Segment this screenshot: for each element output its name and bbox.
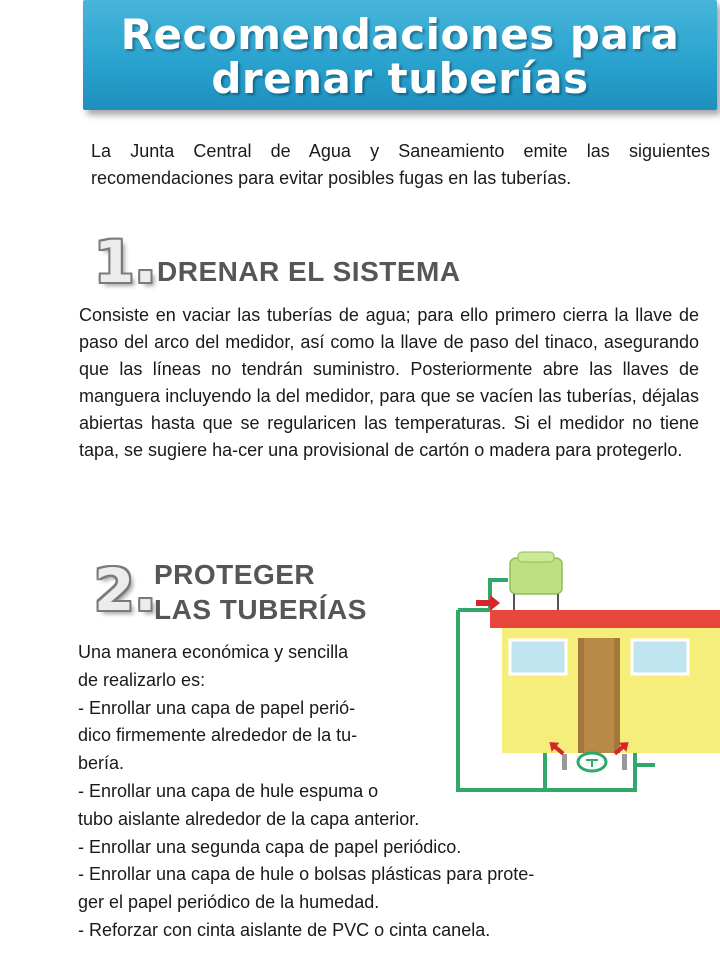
intro-paragraph: La Junta Central de Agua y Saneamiento emite las siguientes recomendaciones para evitar posibles fugas en las tuberías.	[91, 141, 710, 188]
roof	[490, 610, 720, 628]
window-left	[510, 640, 566, 674]
list-line: - Reforzar con cinta aislante de PVC o cinta canela.	[78, 919, 491, 940]
list-line: dico firmemente alrededor de la tu-	[78, 725, 358, 746]
title-line-2: drenar tuberías	[211, 54, 589, 103]
title-banner	[83, 0, 717, 110]
list-line: Una manera económica y sencilla	[78, 642, 349, 662]
list-line: bería.	[78, 753, 125, 774]
water-tank	[510, 552, 562, 612]
section-2-heading	[154, 557, 367, 627]
list-line: - Enrollar una capa de papel perió-	[78, 697, 356, 718]
section-2-number: 2.	[94, 556, 157, 624]
list-line: - Enrollar una capa de hule espuma o	[78, 780, 379, 801]
house-water-system-illustration	[450, 550, 720, 800]
list-line: ger el papel periódico de la humedad.	[78, 892, 380, 913]
section-1-heading: DRENAR EL SISTEMA	[157, 256, 461, 287]
section-2-heading-line-2: LAS TUBERÍAS	[154, 594, 367, 625]
list-line: de realizarlo es:	[78, 669, 206, 690]
list-line: - Enrollar una segunda capa de papel periódico.	[78, 836, 462, 857]
section-2-heading-line-1: PROTEGER	[154, 559, 316, 590]
section-1-number: 1.	[94, 228, 157, 296]
section-1-body: Consiste en vaciar las tuberías de agua; para ello primero cierra la llave de paso del arco del medidor, así como la llave de paso del tinaco, asegurando que las líneas no tendrán suministro. Posteriormente abre las llaves de manguera incluyendo la del medidor, para que se vacíen las tuberías, déjalas abiertas hasta que se regularicen las temperaturas. Si el medidor no tiene tapa, se sugiere ha-cer una provisional de cartón o madera para protegerlo.	[79, 305, 699, 460]
title-line-1: Recomendaciones para	[120, 10, 680, 59]
list-line: tubo aislante alrededor de la capa anterior.	[78, 808, 420, 829]
water-meter	[562, 753, 627, 771]
list-line: - Enrollar una capa de hule o bolsas plásticas para prote-	[78, 864, 535, 885]
window-right	[632, 640, 688, 674]
